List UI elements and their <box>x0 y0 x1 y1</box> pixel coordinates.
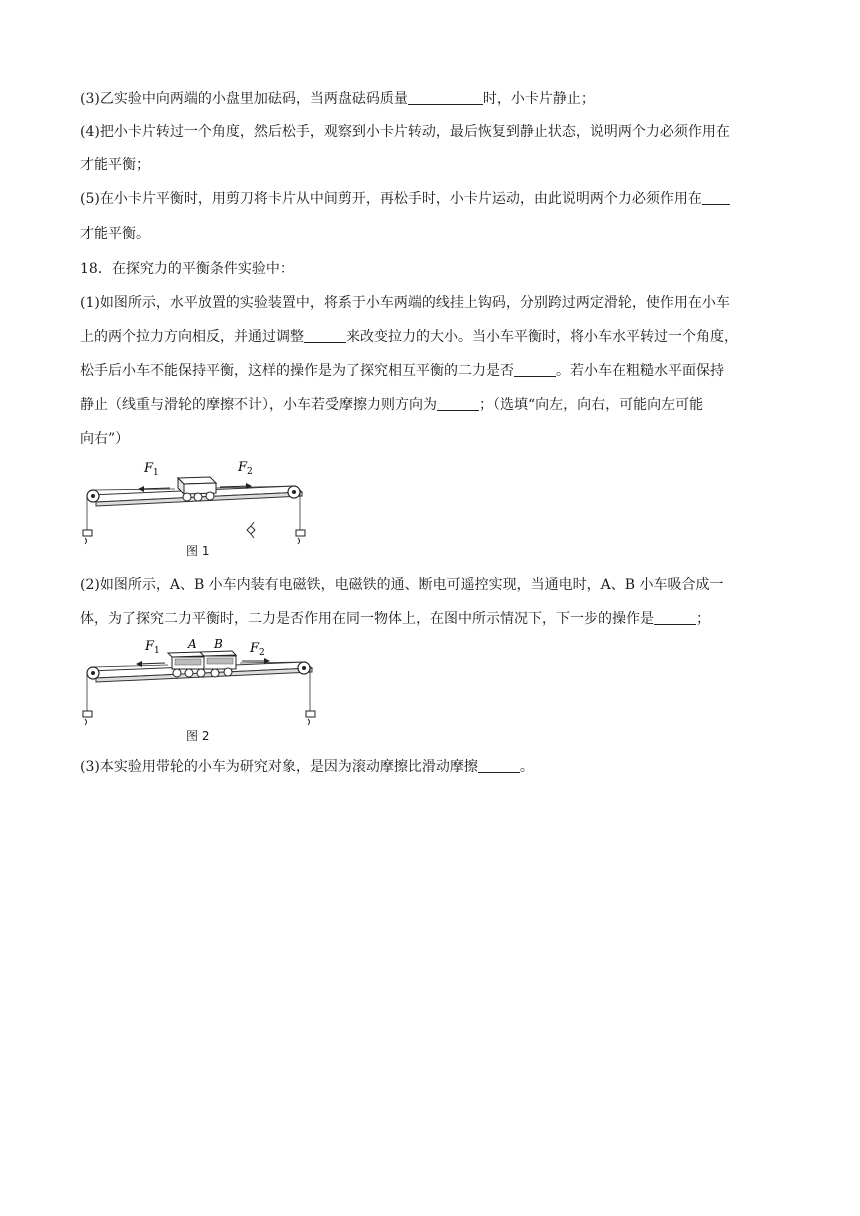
right-weight <box>296 530 305 536</box>
cart-wheel <box>211 669 219 677</box>
answer-blank[interactable] <box>408 90 483 105</box>
rotated-cart-sketch <box>247 522 255 538</box>
left-weight <box>83 711 92 717</box>
q18-part3: (3)本实验用带轮的小车为研究对象，是因为滚动摩擦比滑动摩擦 。 <box>80 759 534 775</box>
figure-2-caption: 图 2 <box>186 729 210 743</box>
left-pulley-axle <box>91 671 95 675</box>
answer-blank[interactable] <box>702 190 730 205</box>
f2-label: F <box>250 641 260 656</box>
left-pulley-axle <box>91 494 95 498</box>
left-hook <box>85 538 87 544</box>
right-hook <box>308 719 310 725</box>
q18-part1-line3: 松手后小车不能保持平衡，这样的操作是为了探究相互平衡的二力是否 。若小车在粗糙水平面保持 <box>80 363 724 379</box>
cart-wheel <box>206 492 214 500</box>
figure-1 <box>80 458 310 558</box>
f1-arrow <box>138 663 165 664</box>
f1-subscript: 1 <box>153 468 159 478</box>
cart-wheel <box>185 669 193 677</box>
right-hook <box>298 538 300 544</box>
right-pulley-axle <box>302 666 306 670</box>
q18-heading: 18．在探究力的平衡条件实验中： <box>80 261 294 277</box>
f1-subscript: 1 <box>154 646 160 656</box>
cart-b-electromagnet <box>207 658 233 664</box>
q17-part5-line2: 才能平衡。 <box>80 226 150 242</box>
q18-part1-line4: 静止（线重与滑轮的摩擦不计），小车若受摩擦力则方向为 ；（选填“向左，向右，可能向左可能 <box>80 397 704 413</box>
f1-label: F <box>144 461 154 476</box>
q17-part3: (3)乙实验中向两端的小盘里加砝码，当两盘砝码质量 时，小卡片静止； <box>80 91 595 107</box>
figure-2 <box>80 637 330 747</box>
q18-part2-line2: 体，为了探究二力平衡时，二力是否作用在同一物体上，在图中所示情况下，下一步的操作是 ； <box>80 611 710 627</box>
figure-1-caption: 图 1 <box>186 544 210 558</box>
cart-wheel <box>173 669 181 677</box>
cart-wheel <box>197 669 205 677</box>
left-weight <box>83 530 92 536</box>
cart-wheel <box>194 493 202 501</box>
f2-subscript: 2 <box>247 467 253 477</box>
q18-part1-line1: (1)如图所示，水平放置的实验装置中，将系于小车两端的线挂上钩码，分别跨过两定滑轮，使作用在小车 <box>80 295 730 311</box>
q18-part2-line1: (2)如图所示，A、B 小车内装有电磁铁，电磁铁的通、断电可遥控实现，当通电时，A、B 小车吸合成一 <box>80 577 724 593</box>
right-weight <box>306 711 315 717</box>
cart-a-top <box>168 652 204 657</box>
cart-wheel <box>183 493 191 501</box>
left-hook <box>85 719 87 725</box>
answer-blank[interactable] <box>437 396 479 411</box>
left-string <box>93 665 168 667</box>
f1-label: F <box>145 639 155 654</box>
left-string <box>93 489 175 490</box>
answer-blank[interactable] <box>654 610 696 625</box>
q18-part1-line2: 上的两个拉力方向相反，并通过调整 来改变拉力的大小。当小车平衡时，将小车水平转过一个角度， <box>80 329 738 345</box>
answer-blank[interactable] <box>478 758 520 773</box>
q17-part4-line2: 才能平衡； <box>80 157 150 173</box>
q17-part4-line1: (4)把小卡片转过一个角度，然后松手，观察到小卡片转动，最后恢复到静止状态，说明两个力必须作用在 <box>80 124 730 140</box>
cart-wheel <box>224 668 232 676</box>
cart-a-label: A <box>188 637 197 651</box>
cart-b-top <box>200 651 236 656</box>
q17-part5-line1: (5)在小卡片平衡时，用剪刀将卡片从中间剪开，再松手时，小卡片运动，由此说明两个力必须作用在 <box>80 189 730 209</box>
answer-blank[interactable] <box>514 362 556 377</box>
cart-b-label: B <box>214 637 223 651</box>
right-pulley-axle <box>292 490 296 494</box>
f1-arrowhead <box>138 486 144 492</box>
answer-blank[interactable] <box>304 328 346 343</box>
f2-subscript: 2 <box>259 648 265 658</box>
q18-part1-line5: 向右”） <box>80 431 130 447</box>
cart-a-electromagnet <box>175 659 201 665</box>
f2-label: F <box>238 460 248 475</box>
